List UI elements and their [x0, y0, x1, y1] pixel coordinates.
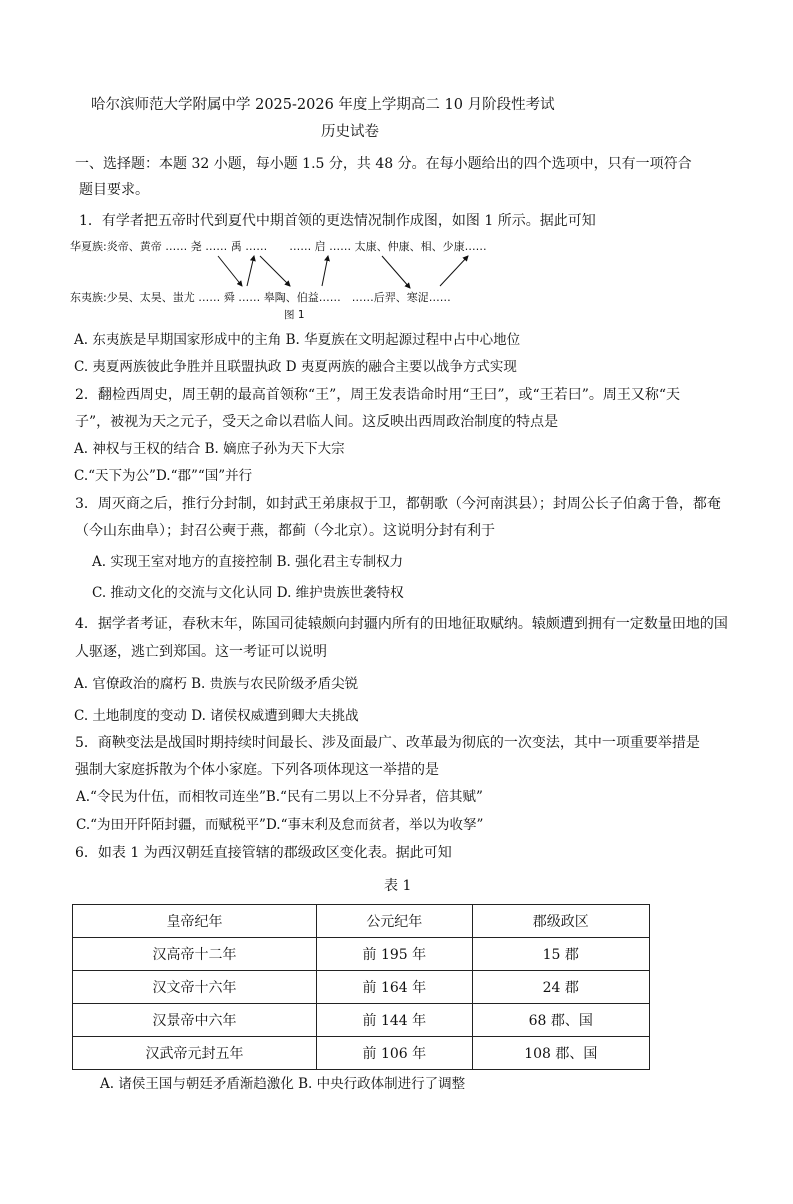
table-cell: 汉景帝中六年 [73, 1004, 317, 1037]
q1-options-ab: A. 东夷族是早期国家形成中的主角 B. 华夏族在文明起源过程中占中心地位 [74, 332, 521, 348]
q6-table [72, 904, 650, 1070]
table-cell: 前 195 年 [317, 938, 472, 971]
q1-options-cd: C. 夷夏两族彼此争胜并且联盟执政 D 夷夏两族的融合主要以战争方式实现 [74, 359, 517, 375]
arrow-yu-to-gaotao [260, 256, 290, 286]
figure-top-row: 华夏族:炎帝、黄帝 …… 尧 …… 禹 …… …… 启 …… 太康、仲康、相、少康…… [70, 240, 487, 253]
q4-options-ab: A. 官僚政治的腐朽 B. 贵族与农民阶级矛盾尖锐 [74, 676, 359, 692]
table-row [73, 971, 650, 1004]
arrow-shun-to-yu [247, 256, 254, 286]
table-cell: 108 郡、国 [472, 1037, 649, 1070]
q2-options-ab: A. 神权与王权的结合 B. 嫡庶子孙为天下大宗 [74, 441, 345, 457]
q4-stem-line1: 4．据学者考证，春秋末年，陈国司徒辕颇向封疆内所有的田地征取赋纳。辕颇遭到拥有一定数量田地的国 [75, 616, 728, 632]
q2-stem-line2: 子”，被视为天之元子，受天之命以君临人间。这反映出西周政治制度的特点是 [75, 414, 559, 430]
section-intro-line1: 一、选择题：本题 32 小题，每小题 1.5 分，共 48 分。在每小题给出的四个选项中，只有一项符合 [75, 156, 692, 172]
arrow-taikang-to-houyi [382, 256, 410, 288]
arrow-boyi-to-qi [322, 256, 328, 286]
arrow-yao-to-shun [218, 256, 242, 286]
table-title: 表 1 [384, 878, 412, 894]
table-cell: 前 164 年 [317, 971, 472, 1004]
q2-stem-line1: 2．翻检西周史，周王朝的最高首领称“王”，周王发表诰命时用“王曰”，或“王若曰”。周王又称“天 [75, 387, 681, 403]
section-intro-line2: 题目要求。 [79, 182, 149, 198]
table-row [73, 1037, 650, 1070]
q1-stem: 1．有学者把五帝时代到夏代中期首领的更迭情况制作成图，如图 1 所示。据此可知 [79, 213, 596, 229]
table-cell: 68 郡、国 [472, 1004, 649, 1037]
table-header-cell: 公元纪年 [317, 905, 472, 938]
table-header-cell: 郡级政区 [472, 905, 649, 938]
table-row [73, 1004, 650, 1037]
q3-options-ab: A. 实现王室对地方的直接控制 B. 强化君主专制权力 [92, 554, 404, 570]
figure-caption: 图 1 [284, 309, 305, 321]
exam-title: 哈尔滨师范大学附属中学 2025-2026 年度上学期高二 10 月阶段性考试 [91, 97, 555, 113]
table-cell: 15 郡 [472, 938, 649, 971]
table-cell: 汉高帝十二年 [73, 938, 317, 971]
table-cell: 24 郡 [472, 971, 649, 1004]
table-header-row [73, 905, 650, 938]
q3-stem-line2: （今山东曲阜）；封召公奭于燕，都蓟（今北京）。这说明分封有利于 [75, 523, 495, 539]
exam-subject: 历史试卷 [321, 124, 379, 140]
q4-stem-line2: 人驱逐，逃亡到郑国。这一考证可以说明 [75, 644, 327, 660]
q5-stem-line2: 强制大家庭拆散为个体小家庭。下列各项体现这一举措的是 [75, 762, 439, 778]
table-row [73, 938, 650, 971]
q5-options-cd: C.“为田开阡陌封疆，而赋税平”D.“事末利及怠而贫者，举以为收孥” [76, 817, 484, 833]
q3-stem-line1: 3．周灭商之后，推行分封制，如封武王弟康叔于卫，都朝歌（今河南淇县）；封周公长子伯禽于鲁，都奄 [75, 496, 721, 512]
table-cell: 汉文帝十六年 [73, 971, 317, 1004]
q2-options-cd: C.“天下为公”D.“郡”“国”并行 [74, 468, 253, 484]
q5-stem-line1: 5．商鞅变法是战国时期持续时间最长、涉及面最广、改革最为彻底的一次变法，其中一项重要举措是 [75, 735, 700, 751]
q6-options-ab: A. 诸侯王国与朝廷矛盾渐趋激化 B. 中央行政体制进行了调整 [100, 1076, 466, 1092]
table-header-cell: 皇帝纪年 [73, 905, 317, 938]
q1-figure [70, 236, 510, 322]
table-cell: 前 106 年 [317, 1037, 472, 1070]
q4-options-cd: C. 土地制度的变动 D. 诸侯权威遭到卿大夫挑战 [74, 708, 359, 724]
figure-bottom-row: 东夷族:少昊、太昊、蚩尤 …… 舜 …… 皋陶、伯益…… ……后羿、寒浞…… [70, 291, 451, 304]
q3-options-cd: C. 推动文化的交流与文化认同 D. 维护贵族世袭特权 [92, 585, 404, 601]
arrow-hanzhuo-to-shaokang [440, 256, 468, 286]
table-cell: 汉武帝元封五年 [73, 1037, 317, 1070]
q6-stem: 6．如表 1 为西汉朝廷直接管辖的郡级政区变化表。据此可知 [75, 845, 452, 861]
table-cell: 前 144 年 [317, 1004, 472, 1037]
q5-options-ab: A.“令民为什伍，而相牧司连坐”B.“民有二男以上不分异者，倍其赋” [76, 789, 483, 805]
